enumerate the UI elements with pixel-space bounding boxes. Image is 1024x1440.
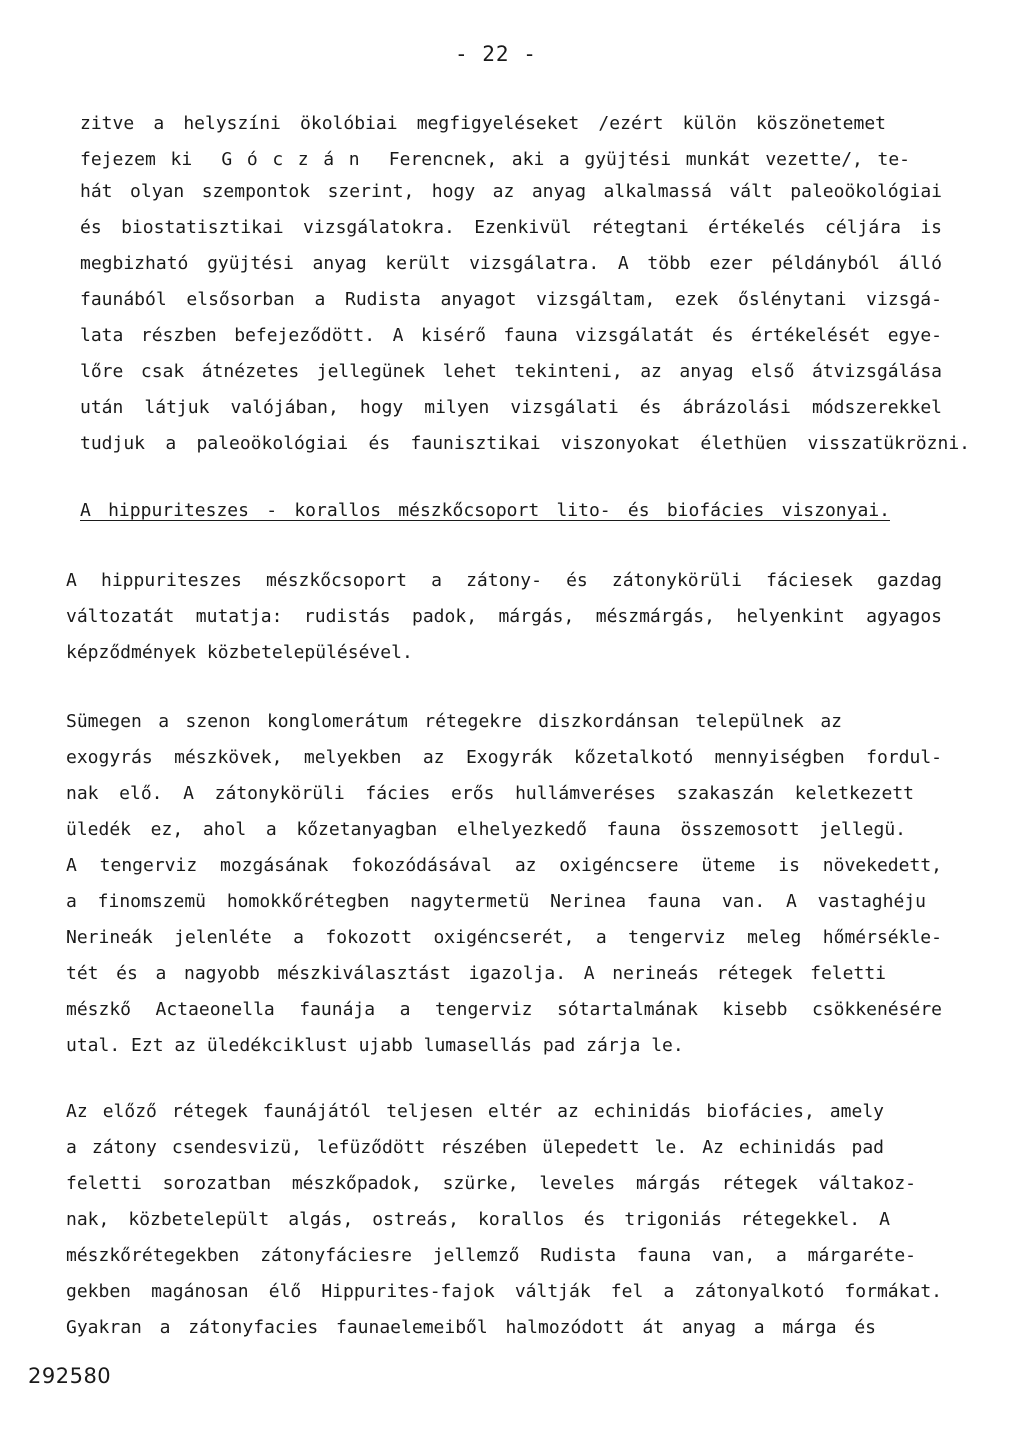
text-line: A hippuriteszes mészkőcsoport a zátony- és zátonykörüli fáciesek gazdag [66, 570, 942, 591]
text-line: faunából elsősorban a Rudista anyagot vizsgáltam, ezek őslénytani vizsgá- [80, 289, 942, 310]
text-line: változatát mutatja: rudistás padok, márgás, mészmárgás, helyenkint agyagos [66, 606, 942, 627]
text-line: hát olyan szempontok szerint, hogy az anyag alkalmassá vált paleoökológiai [80, 181, 942, 202]
text-line: Az előző rétegek faunájától teljesen eltér az echinidás biofácies, amely [66, 1101, 884, 1122]
text-line: nak elő. A zátonykörüli fácies erős hullámveréses szakaszán keletkezett [66, 783, 914, 804]
text-line: Gyakran a zátonyfacies faunaelemeiből halmozódott át anyag a márga és [66, 1317, 876, 1338]
text-line: feletti sorozatban mészkőpadok, szürke, leveles márgás rétegek váltakoz- [66, 1173, 916, 1194]
text-line: gekben magánosan élő Hippurites-fajok váltják fel a zátonyalkotó formákat. [66, 1281, 942, 1302]
text-line: lőre csak átnézetes jellegünek lehet tekinteni, az anyag első átvizsgálása [80, 361, 942, 382]
text-line: zitve a helyszíni ökolóbiai megfigyeléseket /ezért külön köszönetemet [80, 113, 886, 134]
text-line: tét és a nagyobb mészkiválasztást igazolja. A nerineás rétegek feletti [66, 963, 886, 984]
text-line: tudjuk a paleoökológiai és faunisztikai viszonyokat élethüen visszatükrözni. [80, 433, 970, 454]
text-line: mészkő Actaeonella faunája a tengerviz sótartalmának kisebb csökkenésére [66, 999, 942, 1020]
section-heading: A hippuriteszes - korallos mészkőcsoport lito- és biofácies viszonyai. [80, 500, 890, 521]
text-line: nak, közbetelepült algás, ostreás, korallos és trigoniás rétegekkel. A [66, 1209, 890, 1230]
archive-code: 292580 [28, 1364, 112, 1388]
text-line: exogyrás mészkövek, melyekben az Exogyrák kőzetalkotó mennyiségben fordul- [66, 747, 942, 768]
text-line: Sümegen a szenon konglomerátum rétegekre diszkordánsan települnek az [66, 711, 842, 732]
text-line: utal. Ezt az üledékciklust ujabb lumasellás pad zárja le. [66, 1035, 684, 1056]
text-line: a zátony csendesvizü, lefüződött részében ülepedett le. Az echinidás pad [66, 1137, 884, 1158]
text-line: megbizható gyüjtési anyag került vizsgálatra. A több ezer példányból álló [80, 253, 942, 274]
text-line: fejezem ki G ó c z á n Ferencnek, aki a gyüjtési munkát vezette/, te- [80, 149, 910, 170]
text-line: lata részben befejeződött. A kisérő fauna vizsgálatát és értékelését egye- [80, 325, 942, 346]
text-line: Nerineák jelenléte a fokozott oxigéncserét, a tengerviz meleg hőmérsékle- [66, 927, 942, 948]
text-line: A tengerviz mozgásának fokozódásával az oxigéncsere üteme is növekedett, [66, 855, 942, 876]
text-line: és biostatisztikai vizsgálatokra. Ezenkivül rétegtani értékelés céljára is [80, 217, 942, 238]
text-line: után látjuk valójában, hogy milyen vizsgálati és ábrázolási módszerekkel [80, 397, 942, 418]
text-line: a finomszemü homokkőrétegben nagytermetü Nerinea fauna van. A vastaghéju [66, 891, 926, 912]
page-number: - 22 - [455, 42, 537, 66]
text-line: üledék ez, ahol a kőzetanyagban elhelyezkedő fauna összemosott jellegü. [66, 819, 906, 840]
text-line: képződmények közbetelepülésével. [66, 642, 413, 663]
text-line: mészkőrétegekben zátonyfáciesre jellemző Rudista fauna van, a márgaréte- [66, 1245, 916, 1266]
